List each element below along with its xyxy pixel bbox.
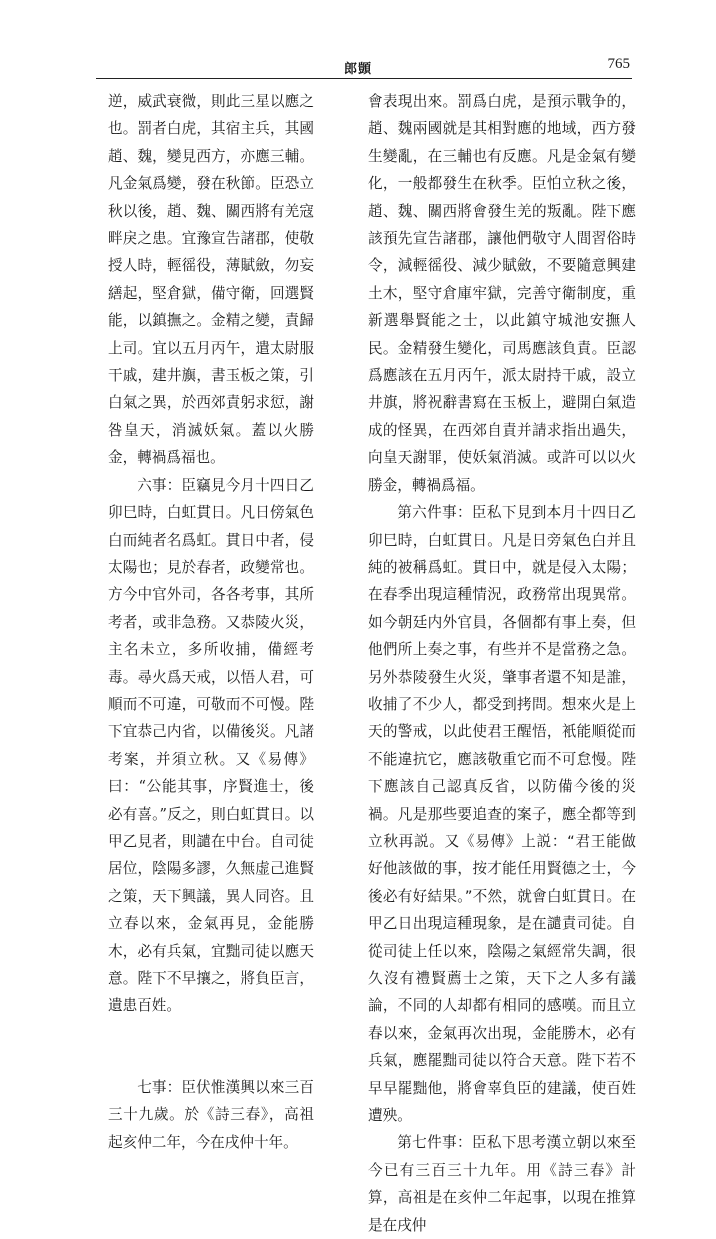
translation-paragraph: 第七件事：臣私下思考漢立朝以來至今已有三百三十九年。用《詩三春》計算，高祖是在亥仲二年起事，以現在推算是在戌仲 bbox=[368, 1134, 636, 1234]
classical-paragraph: 逆，威武衰微，則此三星以應之也。罰者白虎，其宿主兵，其國趙、魏，變見西方，亦應三輔。凡金氣爲變，發在秋節。臣恐立秋以後，趙、魏、關西將有羌寇畔戾之患。宜豫宣告諸郡，使敬授人時，輕徭役，薄賦斂，勿妄繕起，堅倉獄，備守衛，回選賢能，以鎮撫之。金精之變，責歸上司。宜以五月丙午，遣太尉服干戚，建井旟，書玉板之策，引白氣之異，於西郊責躬求愆，謝咎皇天，消滅妖氣。蓋以火勝金，轉禍爲福也。 bbox=[108, 93, 314, 467]
translation-paragraph: 會表現出來。罰爲白虎，是預示戰争的，趙、魏兩國就是其相對應的地域，西方發生變亂，在三輔也有反應。凡是金氣有變化，一般都發生在秋季。臣怕立秋之後，趙、魏、關西將會發生羌的叛亂。陛下應該預先宣告諸郡，讓他們敬守人間習俗時令，減輕徭役、減少賦斂，不要隨意興建土木，堅守倉庫牢獄，完善守衛制度，重新選舉賢能之士，以此鎮守城池安撫人民。金精發生變化，司馬應該負責。臣認爲應該在五月丙午，派太尉持干戚，設立井旗，將祝辭書寫在玉板上，避開白氣造成的怪異，在西郊自責并請求指出過失，向皇天謝罪，使妖氣消滅。或許可以以火勝金，轉禍爲福。 bbox=[368, 93, 636, 494]
translation-column bbox=[368, 88, 636, 1239]
classical-paragraph: 七事：臣伏惟漢興以來三百三十九歲。於《詩三春》，高祖起亥仲二年，今在戌仲十年。 bbox=[108, 1078, 314, 1151]
classical-text-column bbox=[108, 88, 314, 1156]
running-title: 郎顗 bbox=[344, 62, 373, 77]
classical-paragraph: 六事：臣竊見今月十四日乙卯巳時，白虹貫日。凡日傍氣色白而純者名爲虹。貫日中者，侵太陽也；見於春者，政變常也。方今中官外司，各各考事，其所考者，或非急務。又恭陵火災，主名未立，多所收捕，備經考毒。尋火爲天戒，以悟人君，可順而不可違，可敬而不可慢。陛下宜恭己内省，以備後災。凡諸考案，并須立秋。又《易傳》曰：“公能其事，序賢進士，後必有喜。”反之，則白虹貫日。以甲乙見者，則譴在中台。自司徒居位，陰陽多謬，久無虚己進賢之策，天下興議，異人同咨。且立春以來，金氣再見，金能勝木，必有兵氣，宜黜司徒以應天意。陛下不早攘之，將負臣言，遺患百姓。 bbox=[108, 476, 314, 1015]
page-number: 765 bbox=[607, 56, 630, 72]
translation-paragraph: 第六件事：臣私下見到本月十四日乙卯巳時，白虹貫日。凡是日旁氣色白并且純的被稱爲虹。貫日中，就是侵入太陽；在春季出現這種情況，政務常出現異常。如今朝廷内外官員，各個都有事上奏，但他們所上奏之事，有些并不是當務之急。另外恭陵發生火災，肇事者還不知是誰，收捕了不少人，都受到拷問。想來火是上天的警戒，以此使君王醒悟，衹能順從而不能違抗它，應該敬重它而不可怠慢。陛下應該自己認真反省，以防備今後的災禍。凡是那些要追查的案子，應全都等到立秋再説。又《易傳》上説：“君王能做好他該做的事，按才能任用賢德之士，今後必有好結果。”不然，就會白虹貫日。在甲乙日出現這種現象，是在譴責司徒。自從司徒上任以來，陰陽之氣經常失調，很久沒有禮賢薦士之策，天下之人多有議論，不同的人却都有相同的感嘆。而且立春以來，金氣再次出現，金能勝木，必有兵氣，應罷黜司徒以符合天意。陛下若不早早罷黜他，將會辜負臣的建議，使百姓遭殃。 bbox=[368, 504, 636, 1125]
page-header bbox=[96, 56, 632, 79]
